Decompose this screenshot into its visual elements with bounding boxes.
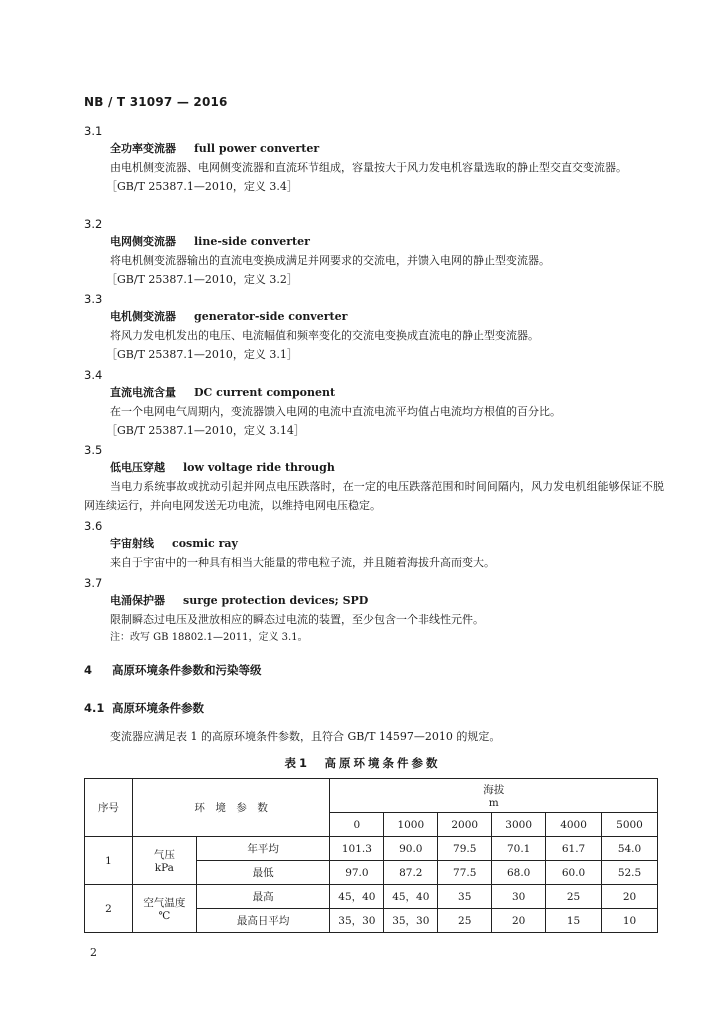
term-english: line-side converter	[194, 235, 310, 248]
table-cell: 97.0	[330, 861, 384, 885]
table-cell: 25	[438, 909, 492, 933]
table-cell: 35，30	[384, 909, 438, 933]
clause-number: 3.6	[84, 519, 103, 533]
section-title: 高原环境条件参数	[112, 701, 204, 715]
table-cell: 101.3	[330, 837, 384, 861]
header-parameter: 环 境 参 数	[132, 779, 330, 837]
term-chinese: 电涌保护器	[110, 594, 165, 607]
page-number: 2	[90, 946, 97, 959]
table-cell: 20	[602, 885, 658, 909]
table-cell: 70.1	[492, 837, 546, 861]
row-parameter	[132, 837, 196, 885]
altitude-value: 0	[330, 813, 384, 837]
term-chinese: 低电压穿越	[110, 461, 165, 474]
sub-parameter: 最低	[196, 861, 330, 885]
term-chinese: 电网侧变流器	[110, 235, 176, 248]
table-cell: 35	[438, 885, 492, 909]
term-chinese: 直流电流含量	[110, 386, 176, 399]
clause-number: 3.1	[84, 124, 103, 138]
section-number: 4.1	[84, 701, 105, 715]
term-line	[110, 535, 664, 553]
row-index: 2	[85, 885, 133, 933]
table-cell: 68.0	[492, 861, 546, 885]
term-definition: 在一个电网电气周期内，变流器馈入电网的电流中直流电流平均值占电流均方根值的百分比。	[110, 405, 561, 418]
table-cell: 87.2	[384, 861, 438, 885]
term-chinese: 全功率变流器	[110, 142, 176, 155]
section-number: 4	[84, 663, 93, 677]
section-4-1-body: 变流器应满足表 1 的高原环境条件参数，且符合 GB/T 14597—2010 的规定。	[110, 730, 501, 743]
environment-parameter-table	[84, 778, 658, 933]
table-row	[85, 885, 658, 909]
term-chinese: 宇宙射线	[110, 537, 154, 550]
altitude-unit: m	[488, 797, 499, 809]
term-line	[110, 308, 664, 326]
table-header-row	[85, 779, 658, 813]
term-english: cosmic ray	[172, 537, 238, 550]
clause-3-3	[84, 290, 664, 364]
table-cell: 54.0	[602, 837, 658, 861]
parameter-unit: ℃	[158, 910, 171, 922]
table-row	[85, 837, 658, 861]
term-english: full power converter	[194, 142, 320, 155]
term-note: 注：改写 GB 18802.1—2011，定义 3.1。	[110, 632, 308, 643]
clause-number: 3.5	[84, 443, 103, 457]
term-source: ［GB/T 25387.1—2010，定义 3.14］	[106, 424, 305, 437]
row-index: 1	[85, 837, 133, 885]
altitude-value: 4000	[546, 813, 602, 837]
parameter-name: 气压	[153, 849, 175, 861]
row-parameter	[132, 885, 196, 933]
clause-3-7	[84, 574, 664, 647]
table-cell: 79.5	[438, 837, 492, 861]
term-definition: 当电力系统事故或扰动引起并网点电压跌落时，在一定的电压跌落范围和时间间隔内，风力发电机组能够保证不脱网连续运行，并向电网发送无功电流，以维持电网电压稳定。	[84, 480, 664, 512]
table-cell: 77.5	[438, 861, 492, 885]
term-source: ［GB/T 25387.1—2010，定义 3.1］	[106, 348, 298, 361]
table-cell: 15	[546, 909, 602, 933]
table-cell: 10	[602, 909, 658, 933]
clause-3-1	[84, 122, 664, 196]
parameter-name: 空气温度	[143, 897, 186, 909]
clause-3-2	[84, 215, 664, 289]
altitude-value: 3000	[492, 813, 546, 837]
table-cell: 30	[492, 885, 546, 909]
term-english: low voltage ride through	[183, 461, 335, 474]
table-cell: 25	[546, 885, 602, 909]
term-source: ［GB/T 25387.1—2010，定义 3.2］	[106, 273, 298, 286]
sub-parameter: 最高	[196, 885, 330, 909]
header-index: 序号	[85, 779, 133, 837]
clause-3-5	[84, 441, 664, 515]
table-cell: 20	[492, 909, 546, 933]
altitude-value: 2000	[438, 813, 492, 837]
term-definition: 由电机侧变流器、电网侧变流器和直流环节组成，容量按大于风力发电机容量选取的静止型交直交变流器。	[110, 161, 627, 174]
term-line	[110, 592, 664, 610]
term-english: DC current component	[194, 386, 336, 399]
altitude-value: 5000	[602, 813, 658, 837]
altitude-value: 1000	[384, 813, 438, 837]
term-definition: 将电机侧变流器输出的直流电变换成满足并网要求的交流电，并馈入电网的静止型变流器。	[110, 254, 550, 267]
term-source: ［GB/T 25387.1—2010，定义 3.4］	[106, 180, 298, 193]
sub-parameter: 年平均	[196, 837, 330, 861]
clause-number: 3.4	[84, 368, 103, 382]
sub-parameter: 最高日平均	[196, 909, 330, 933]
clause-number: 3.7	[84, 576, 103, 590]
term-chinese: 电机侧变流器	[110, 310, 176, 323]
term-line	[110, 233, 664, 251]
term-line	[110, 459, 664, 477]
clause-3-4	[84, 366, 664, 440]
term-definition: 来自于宇宙中的一种具有相当大能量的带电粒子流，并且随着海拔升高而变大。	[110, 556, 495, 569]
standard-number-header: NB / T 31097 — 2016	[84, 95, 228, 109]
table-cell: 61.7	[546, 837, 602, 861]
term-definition: 限制瞬态过电压及泄放相应的瞬态过电流的装置，至少包含一个非线性元件。	[110, 613, 484, 626]
table-cell: 35，30	[330, 909, 384, 933]
header-altitude	[330, 779, 658, 813]
clause-number: 3.3	[84, 292, 103, 306]
clause-3-6	[84, 517, 664, 572]
table-cell: 60.0	[546, 861, 602, 885]
section-4-1-heading	[84, 700, 204, 716]
clause-number: 3.2	[84, 217, 103, 231]
term-english: generator-side converter	[194, 310, 348, 323]
table-cell: 52.5	[602, 861, 658, 885]
term-line	[110, 140, 664, 158]
term-definition: 将风力发电机发出的电压、电流幅值和频率变化的交流电变换成直流电的静止型变流器。	[110, 329, 539, 342]
section-title: 高原环境条件参数和污染等级	[112, 663, 262, 677]
table-cell: 90.0	[384, 837, 438, 861]
section-4-heading	[84, 662, 262, 678]
table-title: 表1 高原环境条件参数	[284, 756, 441, 770]
table-cell: 45，40	[384, 885, 438, 909]
altitude-label: 海拔	[483, 784, 505, 796]
parameter-unit: kPa	[154, 862, 174, 874]
term-line	[110, 384, 664, 402]
table-cell: 45，40	[330, 885, 384, 909]
term-english: surge protection devices; SPD	[183, 594, 369, 607]
